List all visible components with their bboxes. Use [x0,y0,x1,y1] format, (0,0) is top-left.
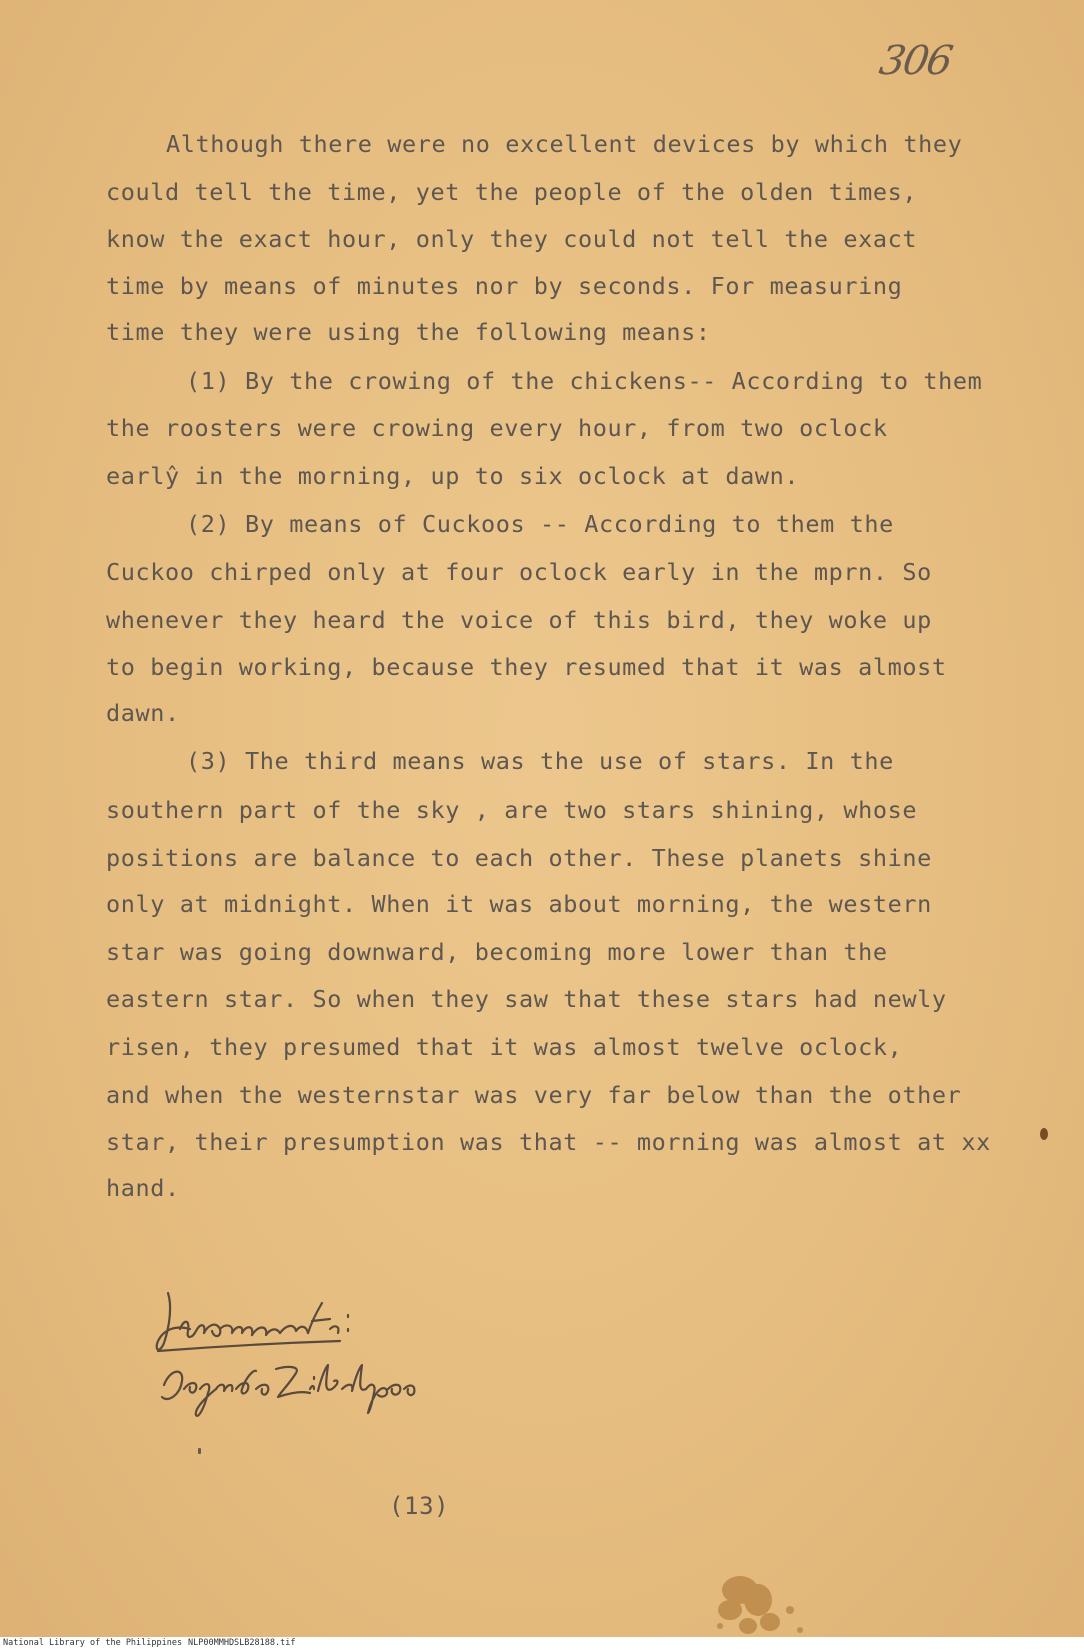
text-line: time by means of minutes nor by seconds. For measuring [106,272,903,300]
text-line: and when the westernstar was very far below than the other [106,1081,962,1109]
text-line: whenever they heard the voice of this bird, they woke up [106,606,932,634]
paper-stain [700,1560,840,1640]
text-line: Cuckoo chirped only at four oclock early in the mprn. So [106,558,932,586]
text-line: (2) By means of Cuckoos -- According to them the [186,510,894,538]
text-line: the roosters were crowing every hour, from two oclock [106,414,888,442]
text-line: star, their presumption was that -- morning was almost at xx [106,1128,991,1156]
text-line: Although there were no excellent devices by which they [166,130,963,158]
text-line: time they were using the following means: [106,318,711,346]
text-line: earlŷ in the morning, up to six oclock at dawn. [106,462,800,490]
text-line: star was going downward, becoming more lower than the [106,938,888,966]
informant-signature [150,1285,440,1425]
ink-blot [1040,1128,1048,1140]
text-line: (1) By the crowing of the chickens-- According to them [186,367,983,395]
text-line: (3) The third means was the use of stars. In the [186,747,894,775]
signature-label: Informant: [170,1419,176,1420]
typed-page-number: (13) [389,1492,450,1520]
text-line: only at midnight. When it was about morning, the western [106,890,932,918]
text-line: could tell the time, yet the people of the olden times, [106,178,918,206]
text-line: hand. [106,1174,180,1202]
text-line: know the exact hour, only they could not tell the exact [106,225,918,253]
footer-library-label: National Library of the Philippines [3,1638,183,1648]
text-line: positions are balance to each other. These planets shine [106,844,932,872]
text-line: to begin working, because they resumed that it was almost [106,653,947,681]
text-line: eastern star. So when they saw that these stars had newly [106,985,947,1013]
footer-filename: NLP00MMHDSLB28188.tif [188,1638,296,1648]
text-line: southern part of the sky , are two stars shining, whose [106,796,918,824]
text-line: dawn. [106,699,180,727]
stray-ink-mark [198,1448,201,1454]
text-line: risen, they presumed that it was almost twelve oclock, [106,1033,903,1061]
handwritten-page-number: 306 [875,38,955,84]
